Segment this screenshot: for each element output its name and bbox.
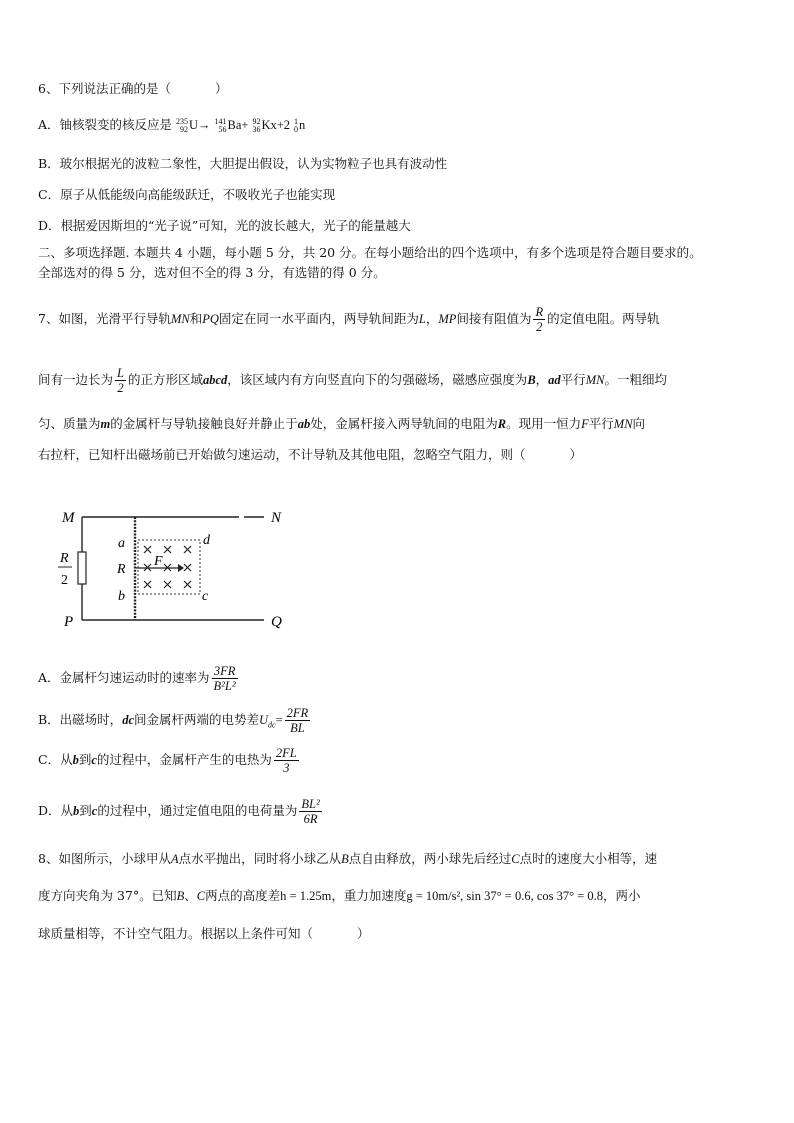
q7-ad: ad: [548, 373, 561, 387]
q7-option-a: [38, 664, 240, 693]
krypton-nuclide: [252, 116, 290, 134]
q7-c-text: C．从: [38, 752, 73, 767]
q8-l1d: 点时的速度大小相等，速: [519, 851, 658, 866]
fraction-l-over-2: [115, 366, 126, 395]
q7-l3a: 匀、质量为: [38, 416, 101, 431]
q7-B: B: [527, 373, 536, 387]
frac-num: BL²: [301, 797, 320, 811]
q8-B2: B: [176, 889, 185, 903]
q7-d-text: D．从: [38, 803, 74, 818]
ba-mass: 141: [214, 117, 227, 127]
q7-c-mid: 的过程中，金属杆产生的电热为: [96, 752, 272, 767]
q8-line3: [38, 925, 370, 943]
section2-line1: 二、多项选择题. 本题共 4 小题，每小题 5 分，共 20 分。在每小题给出的四个选项中，有多个选项是符合题目要求的。: [38, 245, 702, 260]
fraction-b: [285, 706, 311, 735]
q7-mn2: MN: [585, 373, 605, 387]
q7-a-text: A．金属杆匀速运动时的速率为: [38, 670, 210, 685]
q7-l2c: ，该区域内有方向竖直向下的匀强磁场，磁感应强度为: [227, 372, 528, 387]
q7-c-c: c: [91, 753, 97, 767]
q6-a-text: A．铀核裂变的核反应是: [38, 117, 173, 132]
q7-F: F: [581, 417, 589, 431]
label-R: R: [117, 562, 126, 577]
label-R-den: 2: [61, 573, 68, 588]
frac-den: 6R: [303, 812, 318, 826]
q7-b-mid: 间金属杆两端的电势差: [134, 712, 260, 727]
q7-ab: ab: [297, 417, 311, 431]
frac-num: 3FR: [212, 664, 238, 679]
q7-l1d: 间接有阻值为: [456, 311, 532, 326]
n-z: 0: [294, 125, 299, 135]
q8-C: C: [511, 852, 520, 866]
q6-stem-close: ）: [214, 81, 228, 96]
q8-line2: [38, 887, 641, 905]
label-P: P: [64, 614, 74, 630]
q7-line3: [38, 415, 645, 433]
frac-den: B²L²: [213, 679, 236, 693]
frac-num: L: [117, 366, 124, 380]
frac-den: BL: [290, 721, 305, 735]
q8-g-eq: g = 10m/s², sin 37° = 0.6, cos 37° = 0.8: [406, 889, 604, 903]
q6-option-a: [38, 116, 305, 134]
q7-line4: [38, 446, 582, 464]
q7-option-d: [38, 797, 324, 826]
q6-option-d: D．根据爱因斯坦的“光子说”可知，光的波长越大，光子的能量越大: [38, 218, 411, 233]
q8-h-eq: h = 1.25m: [280, 889, 332, 903]
q7-l2b: 的正方形区域: [127, 372, 203, 387]
q7-c-to: 到: [78, 752, 92, 767]
q8-l2a: 度方向夹角为 37°。已知: [38, 888, 177, 903]
label-R-num: R: [60, 551, 69, 566]
label-F: F: [154, 554, 163, 569]
q6-stem-text: 6、下列说法正确的是（: [38, 81, 171, 96]
q8-B: B: [341, 852, 349, 866]
q7-b-eq: =: [275, 713, 283, 727]
uranium-nuclide: [176, 116, 211, 134]
q7-l2d: ，: [535, 372, 549, 387]
q7-line1: [38, 305, 660, 334]
q7-mn: MN: [170, 312, 190, 326]
q7-l1a: 7、如图，光滑平行导轨: [38, 311, 171, 326]
frac-num: R: [535, 305, 544, 319]
q7-d-to: 到: [79, 803, 92, 818]
q8-l2c: ，重力加速度: [331, 888, 407, 903]
u-symbol: U→: [189, 118, 211, 132]
q8-l3-close: ）: [357, 926, 370, 941]
q8-l1c: 点自由释放，两小球先后经过: [348, 851, 512, 866]
q7-b-dc: dc: [122, 713, 134, 727]
q7-R: R: [497, 417, 507, 431]
u-z: 92: [180, 125, 189, 135]
q7-l3e: 平行: [588, 416, 614, 431]
q7-c-b: b: [72, 753, 79, 767]
label-M: M: [62, 510, 75, 526]
arrow-head-icon: [178, 564, 184, 572]
q7-b-U: U: [259, 713, 269, 727]
q7-l1b: 固定在同一水平面内，两导轨间距为: [218, 311, 419, 326]
q7-line2: [38, 366, 667, 395]
q8-A: A: [170, 852, 179, 866]
q8-sep: 、: [184, 888, 197, 903]
label-Q: Q: [271, 614, 282, 630]
circuit-figure: [56, 502, 316, 642]
fraction-d: [299, 797, 321, 826]
label-c: c: [202, 589, 209, 604]
q7-d-mid: 的过程中，通过定值电阻的电荷量为: [97, 803, 298, 818]
q7-b-text: B．出磁场时，: [38, 712, 123, 727]
kr-z: 36: [252, 125, 261, 135]
q6-option-b: B．玻尔根据光的波粒二象性，大胆提出假设，认为实物粒子也具有波动性: [38, 156, 448, 171]
barium-nuclide: [215, 116, 249, 134]
frac-den: 3: [283, 761, 290, 775]
resistor: [78, 552, 86, 584]
q7-pq: PQ: [202, 312, 219, 326]
q8-l1b: 点水平抛出，同时将小球乙从: [178, 851, 342, 866]
q8-C2: C: [196, 889, 206, 903]
ba-symbol: Ba+: [227, 118, 249, 132]
q7-and: 和: [189, 311, 203, 326]
q7-l3c: 处，金属杆接入两导轨间的电阻为: [310, 416, 498, 431]
frac-den: 2: [536, 320, 543, 334]
n-symbol: n: [299, 118, 306, 132]
q8-l2b: 两点的高度差: [205, 888, 281, 903]
q8-l1a: 8、如图所示，小球甲从: [38, 851, 171, 866]
frac-den: 2: [117, 381, 124, 395]
q7-m: m: [100, 417, 111, 431]
q7-d-c: c: [91, 804, 98, 818]
q7-b-sub: dc: [268, 720, 276, 730]
label-a: a: [118, 536, 125, 551]
label-N: N: [271, 510, 282, 526]
n-mass: 1: [294, 117, 299, 127]
q6-option-c: C．原子从低能级向高能级跃迁，不吸收光子也能实现: [38, 187, 336, 202]
field-crosses: [144, 546, 191, 588]
neutron-nuclide: [294, 116, 305, 134]
q7-mn3: MN: [613, 417, 633, 431]
q7-l1e: 的定值电阻。两导轨: [547, 311, 660, 326]
q7-l1c: ，: [425, 311, 439, 326]
label-b: b: [118, 589, 125, 604]
label-d: d: [203, 533, 210, 548]
q8-line1: [38, 850, 657, 868]
q7-abcd: abcd: [202, 373, 228, 387]
q7-L: L: [418, 312, 426, 326]
q7-d-b: b: [73, 804, 80, 818]
fraction-a: [212, 664, 238, 693]
fraction-c: [274, 746, 299, 775]
section2-line2: 全部选对的得 5 分，选对但不全的得 3 分，有选错的得 0 分。: [38, 265, 386, 280]
q7-l3d: 。现用一恒力: [506, 416, 582, 431]
u-mass: 235: [176, 117, 189, 127]
q7-l4-close: ）: [569, 447, 583, 462]
kr-mass: 92: [252, 117, 261, 127]
q6-stem: [38, 80, 227, 98]
q7-l2a: 间有一边长为: [38, 372, 114, 387]
q7-l2e: 平行: [560, 372, 586, 387]
q7-l3f: 向: [632, 416, 646, 431]
frac-num: 2FL: [275, 746, 297, 760]
q7-l4: 右拉杆，已知杆出磁场前已开始做匀速运动，不计导轨及其他电阻，忽略空气阻力，则（: [38, 447, 526, 462]
q8-l3: 球质量相等，不计空气阻力。根据以上条件可知（: [38, 926, 314, 941]
ba-z: 56: [218, 125, 227, 135]
frac-num: 2FR: [286, 706, 309, 720]
q7-l3b: 的金属杆与导轨接触良好并静止于: [110, 416, 298, 431]
q7-mp: MP: [438, 312, 457, 326]
kr-symbol: Kx+2: [261, 118, 291, 132]
q8-l2d: ，两小: [603, 888, 641, 903]
q7-option-c: [38, 746, 301, 775]
fraction-r-over-2: [533, 305, 545, 334]
q7-l2f: 。一粗细均: [604, 372, 667, 387]
q7-option-b: [38, 706, 312, 735]
